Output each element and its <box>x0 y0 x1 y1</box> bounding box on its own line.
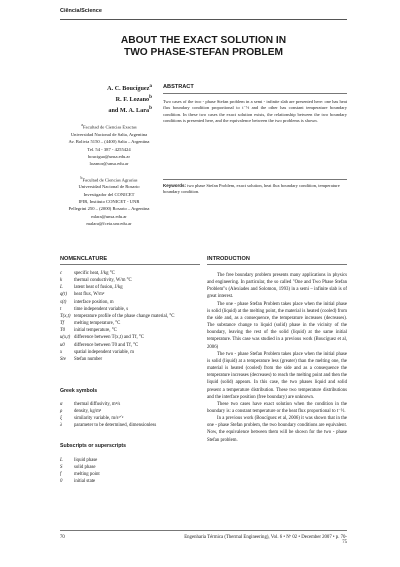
email-link[interactable]: boucigua@unsa.edu.ar <box>88 153 130 159</box>
list-item: Ste Stefan number <box>60 356 103 362</box>
list-item: T0 initial temperature, °C <box>60 328 117 334</box>
author-2: R. F. Lozano$^b$ <box>115 94 152 104</box>
list-item: f melting point <box>60 472 100 478</box>
list-item: α thermal diffusivity, m²/s <box>60 402 121 407</box>
keywords-label: Keywords: <box>163 183 187 188</box>
list-item: c specific heat, J/kg °C <box>60 271 115 276</box>
list-item: k thermal conductivity, W/m °C <box>60 278 132 284</box>
list-item: s(t) interface position, m <box>60 299 114 305</box>
author-3: and M. A. Lara$^b$ <box>108 105 152 115</box>
paragraph: These two cases have exact solution when the condition in the boundary is: a constant temperature or the heat flux proportional to t⁻½. <box>207 401 347 414</box>
list-item: ξ similarity variable, m/s¹ᐟ² <box>60 416 124 422</box>
list-item: λ parameter to be determined, dimensionless <box>60 423 157 429</box>
keywords <box>163 183 347 196</box>
list-item: t time independent variable, s <box>60 306 129 312</box>
email-link[interactable]: mlara@unsa.edu.ar <box>91 213 127 219</box>
nomenclature-rule <box>60 264 200 265</box>
list-item: q(t) heat flux, W/m² <box>60 292 105 298</box>
footer-rule <box>60 530 347 531</box>
introduction-rule <box>207 264 347 265</box>
title-line-1: ABOUT THE EXACT SOLUTION IN <box>120 35 287 46</box>
list-item: L liquid phase <box>60 458 98 463</box>
list-item: u0 difference between T0 and Tf, °C <box>60 342 139 348</box>
affiliation-a: $^a$Facultad de Ciencias Exactas Universidad Nacional de Salta, Argentina Av. Bolivia 5150 – (4400) Salta – Argentina Tel. 54 - 387 - 4255424 boucigua@unsa.edu.ar lozanor@unsa.edu.ar <box>60 122 158 167</box>
introduction-heading: INTRODUCTION <box>207 256 250 262</box>
page-number: 70 <box>60 535 65 540</box>
email-link[interactable]: lozanor@unsa.edu.ar <box>89 161 129 167</box>
section-header: Ciência/Science <box>60 8 102 14</box>
subscripts-list <box>60 457 200 486</box>
keywords-rule <box>163 179 347 180</box>
author-1: A. C. Boucíguez$^a$ <box>107 83 152 93</box>
introduction-body <box>207 272 347 444</box>
authors-column <box>60 82 158 227</box>
list-item: ρ density, kg/m³ <box>60 409 102 415</box>
greek-symbols-heading: Greek symbols <box>60 388 98 394</box>
abstract-heading: ABSTRACT <box>163 84 194 90</box>
list-item: S solid phase <box>60 465 96 471</box>
email-link[interactable]: malara@fceia.unr.edu.ar <box>86 220 132 226</box>
list-item: u(x,t) difference between T(x,t) and Tf, °C <box>60 335 144 341</box>
list-item: x spatial independent variable, m <box>60 349 134 355</box>
nomenclature-list <box>60 270 200 363</box>
subscripts-heading: Subscripts or superscripts <box>60 443 127 449</box>
header-rule <box>60 19 347 20</box>
paragraph: The two - phase Stefan Problem takes place when the initial phase is solid (liquid) at a temperature less (greater) than the melting one, the material is heated (cooled) from the side and as a consequence the temperature increases (decreases) to reach the melting point and then the liquid (solid) appears. In this case, the two phases liquid and solid present a temperature distribution. These two temperature distributions and the interface position (free boundary) are unknown. <box>207 351 347 400</box>
title-line-2: TWO PHASE-STEFAN PROBLEM <box>123 47 284 58</box>
abstract-text: Two cases of the two - phase Stefan problem in a semi - infinite slab are presented here: one has heat flux boundary condition proportional to t⁻½ and the other has constant temperature boundary condition. In these two cases the exact solution exists, the relationship between the two boundary conditions is presented here, and the equivalence between the two problems is shown. <box>163 99 347 124</box>
keywords-text: two phase Stefan Problem, exact solution, heat flux boundary condition, temperature boundary condition. <box>163 183 340 195</box>
list-item: 0 initial state <box>60 479 96 485</box>
paragraph: In a previous work (Boucíguez et al, 2006) it was shown that in the one - phase Stefan problem, the two boundary conditions are equivalent. Now, the equivalence between them will be shown for the two - phase Stefan problem. <box>207 416 347 443</box>
affiliation-b: $^b$Facultad de Ciencias Agrarias Universidad Nacional de Rosario Investigador del CONICET IFIR, Instituto CONICET - UNR Pellegrini 250 – (2000) Rosario – Argentina mlara@unsa.edu.ar malara@fceia.unr.edu.ar <box>60 175 158 228</box>
nomenclature-heading: NOMENCLATURE <box>60 256 108 262</box>
journal-citation: Engenharia Térmica (Thermal Engineering), Vol. 6 • Nº 02 • December 2007 • p. 70-75 <box>184 535 347 545</box>
paragraph: The one - phase Stefan Problem takes place when the initial phase is solid (liquid) at the melting point, the material is heated (cooled) from the side and, as a consequence, the temperature increases (decreases). The substance change to liquid (solid) phase in the vicinity of the boundary, leaving the rest of the solid (liquid) at the same initial temperature. This case was studied in a previous work (Boucíguez et al, 2006) <box>207 301 347 350</box>
greek-symbols-list <box>60 401 200 430</box>
list-item: Tf melting temperature, °C <box>60 321 121 327</box>
paper-title <box>60 35 347 59</box>
paragraph: The free boundary problem presents many applications in physics and engineering. In particular, the so called "One and Two Phase Stefan Problem"s (Alexiades and Solomon, 1993) in a semi – infinite slab is of great interest. <box>207 273 347 300</box>
list-item: T(x,t) temperature profile of the phase change material, °C <box>60 313 175 319</box>
abstract-rule <box>163 93 347 94</box>
list-item: L latent heat of fusion, J/kg <box>60 285 123 291</box>
